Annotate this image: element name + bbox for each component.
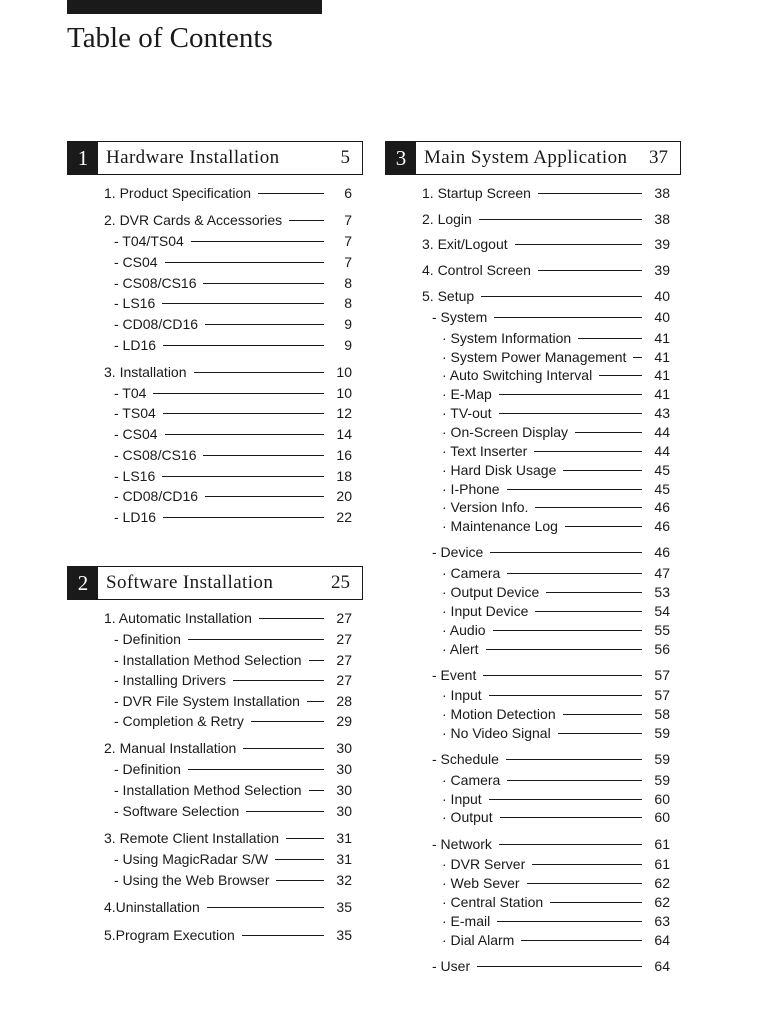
toc-entry[interactable]: [442, 855, 670, 873]
toc-entry-page: 20: [336, 488, 352, 504]
toc-leader-line: [205, 496, 324, 497]
toc-entry[interactable]: [114, 651, 352, 669]
toc-entry-label: - T04/TS04: [114, 233, 184, 249]
toc-entry-page: 64: [654, 958, 670, 974]
toc-entry-label: · Input: [442, 791, 482, 807]
toc-entry-label: · DVR Server: [442, 856, 526, 872]
toc-entry-label: 2. DVR Cards & Accessories: [104, 212, 283, 228]
toc-entry-label: - LD16: [114, 337, 157, 353]
toc-entry-label: · Camera: [442, 772, 501, 788]
toc-entry-page: 18: [336, 468, 352, 484]
toc-entry-page: 14: [336, 426, 352, 442]
toc-entry-page: 38: [654, 185, 670, 201]
toc-entry-label: - User: [432, 958, 471, 974]
toc-entry-label: · Maintenance Log: [442, 518, 558, 534]
toc-entry-page: 62: [654, 875, 670, 891]
toc-entry-page: 30: [336, 782, 352, 798]
toc-entry-page: 38: [654, 211, 670, 227]
toc-entry-page: 58: [654, 706, 670, 722]
toc-entry-page: 53: [654, 584, 670, 600]
toc-leader-line: [527, 883, 642, 884]
toc-entry-label: · Version Info.: [442, 499, 529, 515]
toc-leader-line: [546, 592, 642, 593]
toc-entry-label: - CS04: [114, 254, 158, 270]
toc-entry[interactable]: [114, 781, 352, 799]
toc-entry-page: 43: [654, 405, 670, 421]
toc-entry-label: - Software Selection: [114, 803, 240, 819]
toc-entry-label: - Installing Drivers: [114, 672, 227, 688]
toc-leader-line: [507, 489, 642, 490]
toc-entry-page: 8: [344, 295, 352, 311]
toc-entry-label: · Hard Disk Usage: [442, 462, 557, 478]
toc-entry-page: 9: [344, 316, 352, 332]
toc-leader-line: [194, 372, 325, 373]
toc-entry[interactable]: [114, 425, 352, 443]
toc-leader-line: [246, 811, 324, 812]
toc-entry-page: 59: [654, 725, 670, 741]
toc-entry[interactable]: [442, 912, 670, 930]
toc-entry-page: 41: [654, 367, 670, 383]
toc-leader-line: [479, 219, 642, 220]
toc-entry[interactable]: [114, 871, 352, 889]
toc-entry-page: 56: [654, 641, 670, 657]
toc-entry-label: - CS08/CS16: [114, 447, 197, 463]
toc-leader-line: [243, 748, 324, 749]
toc-entry-page: 6: [344, 185, 352, 201]
toc-leader-line: [515, 244, 642, 245]
toc-entry-label: 1. Automatic Installation: [104, 610, 252, 626]
toc-entry[interactable]: [104, 739, 352, 757]
toc-leader-line: [538, 193, 642, 194]
toc-entry-label: - Event: [432, 667, 477, 683]
toc-entry-label: - Completion & Retry: [114, 713, 244, 729]
toc-leader-line: [500, 817, 642, 818]
toc-entry-label: - CD08/CD16: [114, 488, 199, 504]
toc-entry-label: · I-Phone: [442, 481, 500, 497]
toc-entry[interactable]: [442, 423, 670, 441]
toc-leader-line: [534, 451, 642, 452]
toc-leader-line: [165, 434, 324, 435]
toc-leader-line: [507, 573, 642, 574]
toc-entry[interactable]: [432, 543, 670, 561]
toc-entry-label: - CS04: [114, 426, 158, 442]
toc-entry-label: 4. Control Screen: [422, 262, 531, 278]
toc-entry[interactable]: [114, 253, 352, 271]
toc-entry[interactable]: [432, 835, 670, 853]
toc-entry-page: 7: [344, 212, 352, 228]
toc-entry-page: 46: [654, 544, 670, 560]
toc-leader-line: [575, 432, 642, 433]
toc-entry[interactable]: [104, 184, 352, 202]
toc-entry-label: - Network: [432, 836, 492, 852]
top-decorative-bar: [67, 0, 322, 14]
toc-leader-line: [191, 241, 324, 242]
toc-entry[interactable]: [422, 235, 670, 253]
toc-entry-label: - LS16: [114, 468, 156, 484]
toc-entry-label: - CD08/CD16: [114, 316, 199, 332]
toc-leader-line: [489, 695, 642, 696]
toc-entry[interactable]: [422, 210, 670, 228]
toc-entry[interactable]: [442, 348, 670, 366]
toc-entry-page: 27: [336, 652, 352, 668]
toc-entry-page: 59: [654, 772, 670, 788]
toc-entry-page: 32: [336, 872, 352, 888]
toc-entry[interactable]: [114, 712, 352, 730]
toc-entry-label: · E-mail: [442, 913, 491, 929]
toc-leader-line: [599, 375, 642, 376]
toc-entry-page: 27: [336, 672, 352, 688]
section-page-number: 25: [331, 572, 350, 593]
toc-leader-line: [286, 838, 324, 839]
toc-entry-page: 44: [654, 424, 670, 440]
toc-entry-page: 61: [654, 856, 670, 872]
toc-leader-line: [633, 357, 642, 358]
toc-entry[interactable]: [104, 211, 352, 229]
toc-leader-line: [483, 675, 642, 676]
toc-entry-page: 45: [654, 462, 670, 478]
toc-entry-label: · Auto Switching Interval: [442, 367, 593, 383]
toc-entry-page: 40: [654, 309, 670, 325]
toc-entry[interactable]: [114, 404, 352, 422]
toc-leader-line: [532, 864, 642, 865]
toc-entry[interactable]: [442, 705, 670, 723]
toc-entry[interactable]: [114, 802, 352, 820]
toc-leader-line: [558, 733, 642, 734]
toc-entry-page: 63: [654, 913, 670, 929]
toc-entry[interactable]: [442, 686, 670, 704]
toc-entry[interactable]: [422, 184, 670, 202]
toc-entry[interactable]: [114, 692, 352, 710]
toc-entry-label: · Web Sever: [442, 875, 520, 891]
toc-entry-label: - DVR File System Installation: [114, 693, 300, 709]
toc-leader-line: [163, 345, 324, 346]
toc-entry[interactable]: [422, 261, 670, 279]
toc-entry[interactable]: [442, 640, 670, 658]
toc-entry-label: 3. Installation: [104, 364, 187, 380]
toc-leader-line: [486, 649, 642, 650]
toc-entry-page: 29: [336, 713, 352, 729]
toc-entry[interactable]: [432, 308, 670, 326]
toc-leader-line: [259, 618, 324, 619]
toc-entry-page: 10: [336, 385, 352, 401]
toc-entry-page: 60: [654, 791, 670, 807]
toc-entry[interactable]: [442, 621, 670, 639]
toc-leader-line: [309, 660, 324, 661]
toc-entry-page: 46: [654, 499, 670, 515]
toc-entry[interactable]: [442, 461, 670, 479]
toc-entry-label: · System Information: [442, 330, 572, 346]
toc-entry[interactable]: [114, 760, 352, 778]
toc-entry-page: 61: [654, 836, 670, 852]
toc-entry-label: - T04: [114, 385, 147, 401]
toc-entry[interactable]: [442, 385, 670, 403]
toc-leader-line: [489, 799, 642, 800]
toc-entry[interactable]: [442, 790, 670, 808]
toc-entry[interactable]: [432, 750, 670, 768]
toc-entry-page: 7: [344, 254, 352, 270]
toc-entry[interactable]: [442, 498, 670, 516]
toc-entry-page: 35: [336, 927, 352, 943]
section-number: 1: [68, 142, 98, 174]
toc-leader-line: [565, 526, 642, 527]
toc-entry[interactable]: [442, 724, 670, 742]
toc-leader-line: [162, 476, 324, 477]
toc-leader-line: [162, 303, 324, 304]
toc-entry[interactable]: [114, 274, 352, 292]
toc-entry[interactable]: [432, 666, 670, 684]
toc-entry-label: · E-Map: [442, 386, 492, 402]
toc-entry[interactable]: [432, 957, 670, 975]
toc-entry-label: 5.Program Execution: [104, 927, 235, 943]
page-title: Table of Contents: [67, 22, 273, 54]
toc-entry[interactable]: [104, 829, 352, 847]
toc-leader-line: [188, 769, 324, 770]
toc-entry-label: · Input Device: [442, 603, 529, 619]
toc-entry-label: - Definition: [114, 631, 181, 647]
toc-leader-line: [497, 921, 642, 922]
toc-entry[interactable]: [114, 671, 352, 689]
toc-entry[interactable]: [442, 893, 670, 911]
toc-entry-page: 45: [654, 481, 670, 497]
toc-entry-label: - CS08/CS16: [114, 275, 197, 291]
toc-leader-line: [506, 759, 642, 760]
toc-entry[interactable]: [442, 771, 670, 789]
toc-entry-label: - Definition: [114, 761, 181, 777]
section-title: Main System Application: [424, 147, 628, 168]
toc-entry-label: · TV-out: [442, 405, 492, 421]
toc-entry[interactable]: [442, 583, 670, 601]
toc-entry-page: 57: [654, 687, 670, 703]
toc-entry-label: - System: [432, 309, 488, 325]
toc-leader-line: [163, 517, 324, 518]
toc-entry[interactable]: [114, 336, 352, 354]
toc-entry-label: - LD16: [114, 509, 157, 525]
toc-entry-page: 31: [336, 851, 352, 867]
toc-entry-label: 1. Product Specification: [104, 185, 252, 201]
toc-leader-line: [203, 283, 324, 284]
toc-leader-line: [481, 296, 642, 297]
toc-entry[interactable]: [442, 874, 670, 892]
toc-entry-page: 7: [344, 233, 352, 249]
toc-entry-page: 27: [336, 610, 352, 626]
toc-leader-line: [207, 907, 324, 908]
toc-entry[interactable]: [104, 926, 352, 944]
toc-entry[interactable]: [442, 404, 670, 422]
toc-entry-page: 22: [336, 509, 352, 525]
toc-entry-page: 12: [336, 405, 352, 421]
toc-entry-page: 41: [654, 330, 670, 346]
toc-entry-page: 62: [654, 894, 670, 910]
toc-entry[interactable]: [114, 467, 352, 485]
toc-entry-label: · Alert: [442, 641, 479, 657]
section-header-3: [385, 141, 681, 175]
toc-leader-line: [307, 701, 324, 702]
toc-entry[interactable]: [442, 808, 670, 826]
toc-leader-line: [499, 413, 642, 414]
toc-leader-line: [490, 552, 642, 553]
toc-leader-line: [550, 902, 642, 903]
toc-leader-line: [563, 470, 642, 471]
toc-entry[interactable]: [114, 315, 352, 333]
toc-entry-label: - Schedule: [432, 751, 499, 767]
toc-leader-line: [289, 220, 324, 221]
toc-entry-page: 35: [336, 899, 352, 915]
toc-leader-line: [165, 262, 324, 263]
toc-entry-label: · Camera: [442, 565, 501, 581]
toc-entry[interactable]: [422, 287, 670, 305]
toc-entry[interactable]: [114, 850, 352, 868]
toc-entry-label: · Text Inserter: [442, 443, 528, 459]
toc-entry-label: - Installation Method Selection: [114, 782, 302, 798]
toc-entry-label: - Device: [432, 544, 484, 560]
toc-entry[interactable]: [442, 931, 670, 949]
section-header-2: [67, 566, 363, 600]
toc-entry-page: 41: [654, 386, 670, 402]
toc-entry-label: - TS04: [114, 405, 156, 421]
toc-leader-line: [578, 338, 642, 339]
section-number: 2: [68, 567, 98, 599]
toc-entry-page: 41: [654, 349, 670, 365]
toc-leader-line: [163, 413, 324, 414]
toc-entry-page: 46: [654, 518, 670, 534]
toc-entry-label: · Input: [442, 687, 482, 703]
toc-entry-page: 16: [336, 447, 352, 463]
toc-leader-line: [477, 966, 642, 967]
toc-entry-label: · On-Screen Display: [442, 424, 569, 440]
toc-entry-page: 9: [344, 337, 352, 353]
toc-entry-page: 31: [336, 830, 352, 846]
toc-entry-page: 8: [344, 275, 352, 291]
toc-leader-line: [203, 455, 324, 456]
toc-entry[interactable]: [104, 363, 352, 381]
toc-leader-line: [276, 880, 324, 881]
toc-entry-page: 60: [654, 809, 670, 825]
toc-entry-label: · Output: [442, 809, 493, 825]
toc-entry-page: 27: [336, 631, 352, 647]
section-number: 3: [386, 142, 416, 174]
toc-entry-page: 39: [654, 236, 670, 252]
toc-leader-line: [538, 270, 642, 271]
toc-entry[interactable]: [442, 480, 670, 498]
toc-entry[interactable]: [114, 446, 352, 464]
toc-entry-label: · Motion Detection: [442, 706, 556, 722]
toc-entry[interactable]: [104, 609, 352, 627]
toc-entry-page: 28: [336, 693, 352, 709]
toc-entry-label: · Central Station: [442, 894, 544, 910]
toc-leader-line: [233, 680, 324, 681]
toc-leader-line: [275, 859, 324, 860]
toc-entry-label: 3. Exit/Logout: [422, 236, 508, 252]
toc-entry-label: - Using MagicRadar S/W: [114, 851, 269, 867]
toc-leader-line: [188, 639, 324, 640]
toc-entry[interactable]: [114, 630, 352, 648]
toc-entry[interactable]: [114, 384, 352, 402]
toc-entry-page: 54: [654, 603, 670, 619]
toc-entry-label: - LS16: [114, 295, 156, 311]
toc-entry-label: 2. Login: [422, 211, 472, 227]
toc-leader-line: [535, 611, 642, 612]
toc-entry-label: - Using the Web Browser: [114, 872, 270, 888]
toc-entry-label: · System Power Management: [442, 349, 627, 365]
toc-leader-line: [205, 324, 324, 325]
toc-entry-page: 64: [654, 932, 670, 948]
toc-entry-page: 44: [654, 443, 670, 459]
toc-entry-label: · No Video Signal: [442, 725, 551, 741]
toc-entry-label: · Dial Alarm: [442, 932, 515, 948]
toc-entry-page: 40: [654, 288, 670, 304]
toc-entry-label: 3. Remote Client Installation: [104, 830, 280, 846]
section-page-number: 37: [649, 147, 668, 168]
toc-entry[interactable]: [442, 517, 670, 535]
section-page-number: 5: [340, 147, 350, 168]
toc-entry[interactable]: [442, 366, 670, 384]
toc-leader-line: [499, 844, 642, 845]
toc-entry-page: 59: [654, 751, 670, 767]
toc-entry-label: 4.Uninstallation: [104, 899, 200, 915]
toc-leader-line: [251, 721, 324, 722]
toc-leader-line: [563, 714, 642, 715]
section-header-1: [67, 141, 363, 175]
toc-entry-page: 39: [654, 262, 670, 278]
toc-entry-page: 30: [336, 803, 352, 819]
toc-leader-line: [521, 940, 642, 941]
toc-entry[interactable]: [442, 442, 670, 460]
toc-entry[interactable]: [114, 508, 352, 526]
toc-leader-line: [494, 317, 642, 318]
toc-entry[interactable]: [442, 564, 670, 582]
toc-entry[interactable]: [442, 602, 670, 620]
toc-leader-line: [507, 780, 642, 781]
toc-entry-label: · Audio: [442, 622, 486, 638]
toc-leader-line: [258, 193, 324, 194]
toc-entry-label: 5. Setup: [422, 288, 475, 304]
toc-entry-page: 47: [654, 565, 670, 581]
toc-entry-page: 10: [336, 364, 352, 380]
toc-entry-label: 2. Manual Installation: [104, 740, 237, 756]
toc-entry-label: 1. Startup Screen: [422, 185, 531, 201]
toc-entry-page: 30: [336, 740, 352, 756]
toc-leader-line: [535, 507, 642, 508]
toc-entry[interactable]: [442, 329, 670, 347]
toc-entry[interactable]: [114, 232, 352, 250]
toc-entry[interactable]: [104, 898, 352, 916]
toc-entry-page: 30: [336, 761, 352, 777]
toc-leader-line: [493, 630, 642, 631]
toc-leader-line: [242, 935, 324, 936]
section-title: Hardware Installation: [106, 147, 280, 168]
section-title: Software Installation: [106, 572, 274, 593]
toc-entry-page: 57: [654, 667, 670, 683]
toc-entry[interactable]: [114, 487, 352, 505]
toc-entry[interactable]: [114, 294, 352, 312]
toc-entry-page: 55: [654, 622, 670, 638]
toc-entry-label: · Output Device: [442, 584, 540, 600]
toc-leader-line: [153, 393, 324, 394]
toc-leader-line: [499, 394, 642, 395]
toc-entry-label: - Installation Method Selection: [114, 652, 302, 668]
toc-leader-line: [309, 790, 324, 791]
